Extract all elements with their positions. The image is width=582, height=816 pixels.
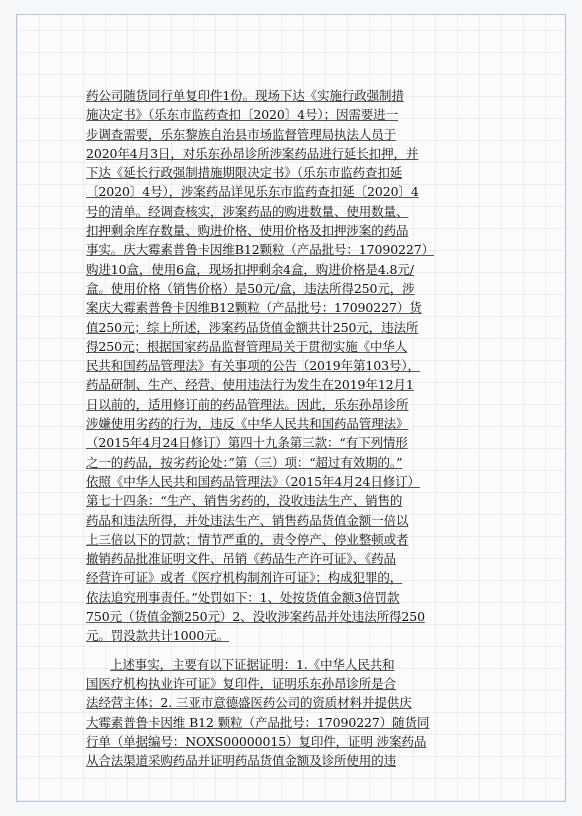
- text-line: 值250元；综上所述，涉案药品货值金额共计250元，违法所: [86, 319, 419, 335]
- text-line: 大霉素普鲁卡因维 B12 颗粒（产品批号：17090227）随货同: [86, 714, 430, 730]
- text-line: 盒。使用价格（销售价格）是50元/盒，违法所得250元，涉: [86, 280, 415, 296]
- text-line: 〔2020〕4号），涉案药品详见乐东市监药查扣延〔2020〕4: [86, 184, 419, 200]
- text-line: 民共和国药品管理法》有关事项的公告（2019年第103号），: [86, 358, 420, 374]
- text-line: （2015年4月24日修订）第四十九条第三款：“有下列情形: [86, 435, 408, 451]
- document-body: [86, 86, 510, 770]
- text-line: 扣押剩余库存数量、购进价格、使用价格及扣押涉案的药品: [86, 223, 409, 239]
- text-line: 药品研制、生产、经营、使用违法行为发生在2019年12月1: [86, 377, 414, 393]
- text-line: 经营许可证》或者《医疗机构制剂许可证》；构成犯罪的，: [86, 570, 403, 586]
- text-line: 号的清单。经调查核实，涉案药品的购进数量、使用数量、: [86, 203, 409, 219]
- text-line: 购进10盒，使用6盒，现场扣押剩余4盒，购进价格是4.8元/: [86, 261, 414, 277]
- paragraph-findings: [86, 86, 510, 646]
- text-line: 事实。庆大霉素普鲁卡因维B12颗粒（产品批号：17090227）: [86, 242, 435, 258]
- text-line: 之一的药品，按劣药论处：”第（三）项：“超过有效期的。”: [86, 454, 403, 470]
- text-line: 施决定书》（乐东市监药查扣〔2020〕4号）；因需要进一: [86, 107, 398, 123]
- text-line: 案庆大霉素普鲁卡因维B12颗粒（产品批号：17090227）货: [86, 300, 422, 316]
- text-line: 日以前的，适用修订前的药品管理法。因此，乐东孙昂诊所: [86, 396, 409, 412]
- text-line: 2020年4月3日，对乐东孙昂诊所涉案药品进行延长扣押，并: [86, 145, 419, 161]
- paragraph-gap: [86, 646, 510, 655]
- text-line: 药公司随货同行单复印件1份。现场下达《实施行政强制措: [86, 88, 404, 103]
- text-line: 从合法渠道采购药品并证明药品货值金额及诊所使用的违: [86, 753, 397, 769]
- text-line: 上述事实，主要有以下证据证明：1.《中华人民共和: [110, 656, 395, 672]
- text-line: 国医疗机构执业许可证》复印件，证明乐东孙昂诊所是合: [86, 675, 397, 691]
- text-line: 第七十四条：“生产、销售劣药的，没收违法生产、销售的: [86, 493, 403, 509]
- paragraph-evidence: [86, 655, 510, 771]
- text-line: 涉嫌使用劣药的行为，违反《中华人民共和国药品管理法》: [86, 416, 409, 432]
- text-line: 行单（单据编号：NOXS00000015）复印件，证明 涉案药品: [86, 733, 427, 749]
- text-line: 步调查需要，乐东黎族自治县市场监督管理局执法人员于: [86, 126, 397, 142]
- text-line: 得250元；根据国家药品监督管理局关于贯彻实施《中华人: [86, 338, 408, 354]
- text-line: 依法追究刑事责任。”处罚如下：1、处按货值金额3倍罚款: [86, 589, 400, 605]
- text-line: 法经营主体；2. 三亚市意德盛医药公司的资质材料并提供庆: [86, 695, 412, 711]
- text-line: 750元（货值金额250元）2、没收涉案药品并处违法所得250: [86, 609, 425, 625]
- text-line: 元。罚没款共计1000元。: [86, 628, 230, 644]
- text-line: 依照《中华人民共和国药品管理法》（2015年4月24日修订）: [86, 473, 420, 489]
- text-line: 撤销药品批准证明文件、吊销《药品生产许可证》、《药品: [86, 551, 396, 567]
- text-line: 药品和违法所得，并处违法生产、销售药品货值金额一倍以: [86, 512, 409, 528]
- text-line: 上三倍以下的罚款；情节严重的，责令停产、停业整顿或者: [86, 531, 409, 547]
- text-line: 下达《延长行政强制措施期限决定书》（乐东市监药查扣延: [86, 165, 403, 181]
